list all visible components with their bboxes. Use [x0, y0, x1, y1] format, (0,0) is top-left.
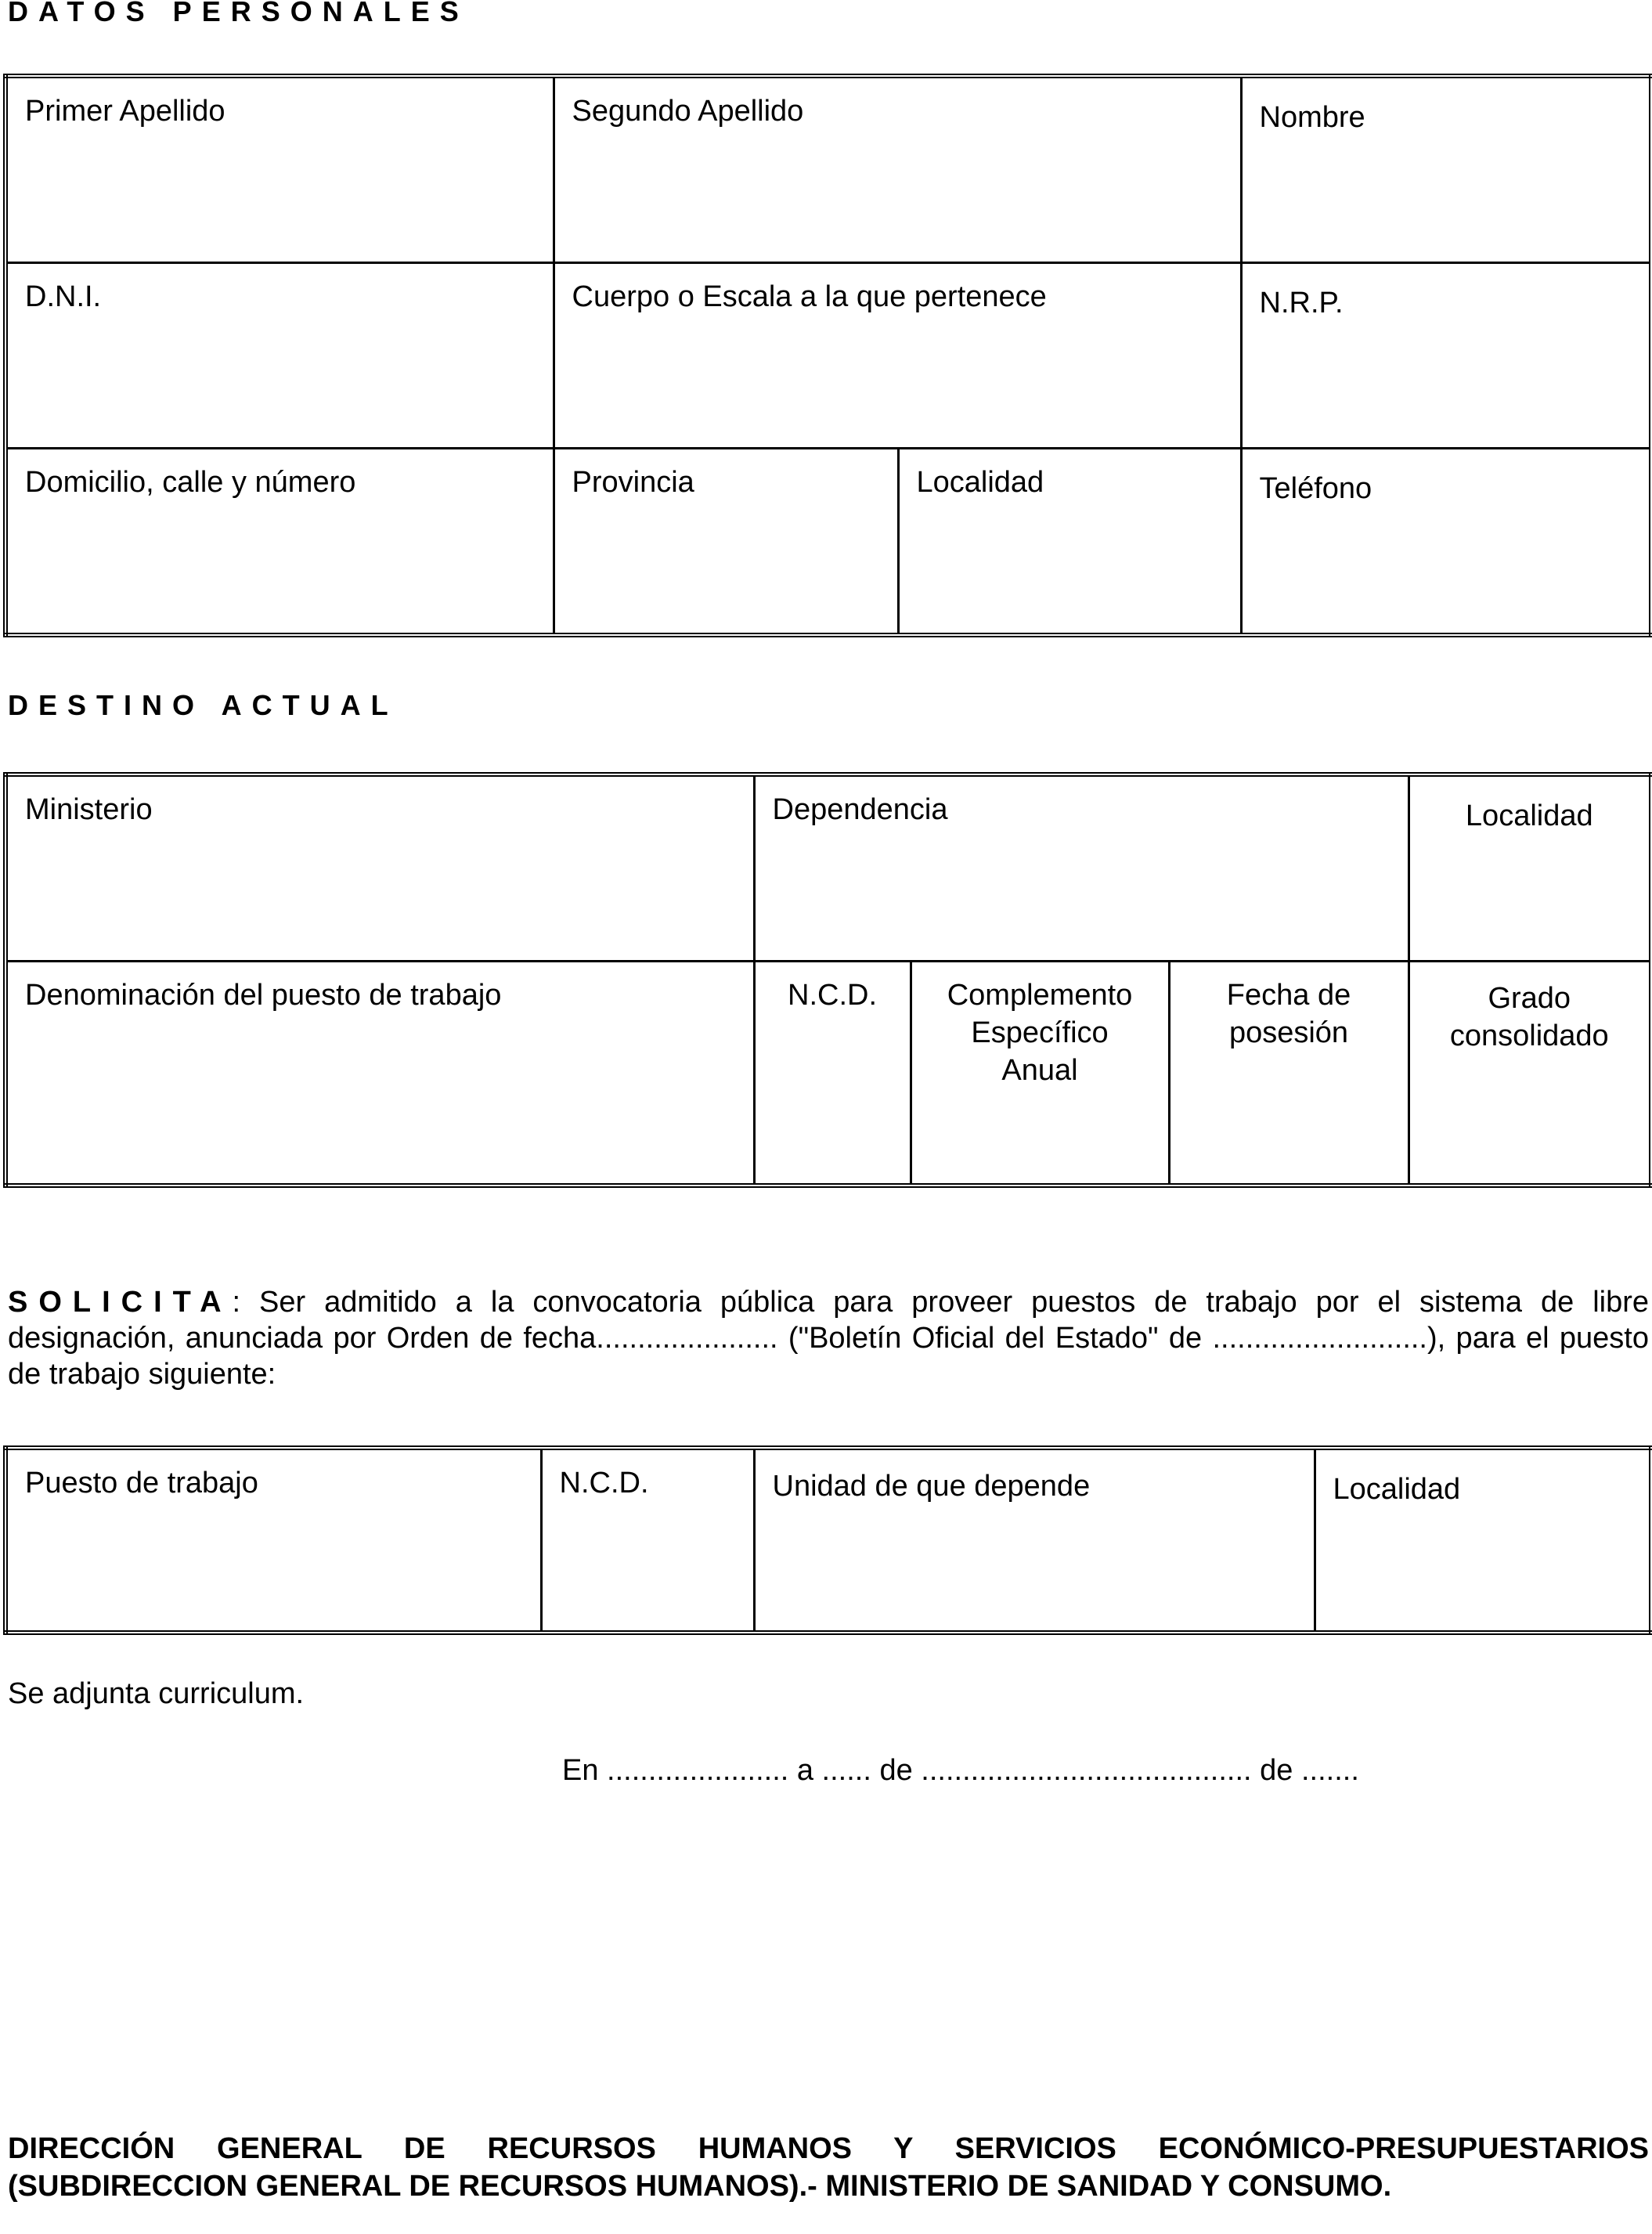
fecha-posesion-field[interactable] — [1169, 962, 1409, 1186]
localidad-field[interactable] — [898, 449, 1241, 636]
cuerpo-escala-field[interactable] — [554, 263, 1241, 449]
domicilio-field[interactable] — [5, 449, 554, 636]
denominacion-label: Denominación del puesto de trabajo — [25, 979, 502, 1012]
table-row — [5, 962, 1651, 1186]
unidad-depende-label: Unidad de que depende — [772, 1470, 1091, 1503]
date-place-line: En ...................... a ...... de ........................................ de ....... — [562, 1754, 1359, 1787]
complemento-field[interactable] — [911, 962, 1169, 1186]
puesto-trabajo-field[interactable] — [5, 1448, 541, 1633]
destino-actual-table — [3, 772, 1652, 1188]
fecha-label-line2: posesión — [1228, 1016, 1349, 1049]
grado-consolidado-field[interactable] — [1409, 962, 1651, 1186]
ncd-actual-label: N.C.D. — [788, 979, 877, 1012]
adjunta-curriculum: Se adjunta curriculum. — [8, 1677, 305, 1710]
footer-issuer — [8, 2130, 1649, 2205]
table-row — [5, 774, 1651, 962]
solicita-label: SOLICITA — [8, 1286, 233, 1319]
table-row — [5, 76, 1651, 263]
localidad-solicitada-field[interactable] — [1315, 1448, 1651, 1633]
complemento-label-line1: Complemento — [947, 979, 1133, 1012]
localidad-solicitada-label: Localidad — [1333, 1473, 1461, 1506]
footer-line2: (SUBDIRECCION GENERAL DE RECURSOS HUMANOS).- MINISTERIO DE SANIDAD Y CONSUMO. — [8, 2170, 1392, 2203]
primer-apellido-label: Primer Apellido — [25, 95, 225, 128]
dni-field[interactable] — [5, 263, 554, 449]
provincia-label: Provincia — [572, 466, 694, 499]
complemento-label-line2: Específico — [971, 1016, 1109, 1049]
telefono-field[interactable] — [1241, 449, 1651, 636]
puesto-solicitado-table — [3, 1445, 1652, 1635]
grado-label-line1: Grado — [1488, 982, 1571, 1015]
table-row — [5, 449, 1651, 636]
table-row — [5, 263, 1651, 449]
ncd-actual-field[interactable] — [754, 962, 911, 1186]
section-title-datos-personales: DATOS PERSONALES — [8, 0, 469, 27]
segundo-apellido-field[interactable] — [554, 76, 1241, 263]
domicilio-label: Domicilio, calle y número — [25, 466, 356, 499]
table-row — [5, 1448, 1651, 1633]
ncd-solicitado-label: N.C.D. — [559, 1467, 649, 1500]
denominacion-field[interactable] — [5, 962, 754, 1186]
nrp-label: N.R.P. — [1259, 287, 1344, 319]
provincia-field[interactable] — [554, 449, 898, 636]
dependencia-label: Dependencia — [772, 793, 948, 826]
section-title-destino-actual: DESTINO ACTUAL — [8, 689, 399, 721]
datos-personales-table — [3, 74, 1652, 637]
grado-label-line2: consolidado — [1449, 1020, 1609, 1052]
fecha-label-line1: Fecha de — [1226, 979, 1351, 1012]
footer-line1: DIRECCIÓN GENERAL DE RECURSOS HUMANOS Y SERVICIOS ECONÓMICO-PRESUPUESTARIOS — [8, 2132, 1649, 2165]
ncd-solicitado-field[interactable] — [541, 1448, 754, 1633]
unidad-depende-field[interactable] — [754, 1448, 1315, 1633]
complemento-label-line3: Anual — [1001, 1054, 1078, 1087]
nrp-field[interactable] — [1241, 263, 1651, 449]
dni-label: D.N.I. — [25, 280, 102, 313]
ministerio-field[interactable] — [5, 774, 754, 962]
ministerio-label: Ministerio — [25, 793, 153, 826]
localidad-actual-field[interactable] — [1409, 774, 1651, 962]
dependencia-field[interactable] — [754, 774, 1409, 962]
segundo-apellido-label: Segundo Apellido — [572, 95, 804, 128]
telefono-label: Teléfono — [1259, 472, 1372, 505]
primer-apellido-field[interactable] — [5, 76, 554, 263]
solicita-text: : Ser admitido a la convocatoria pública para proveer puestos de trabajo por el sistema de libre designación, anunciada por Orden de fecha...................... ("Boletín Oficial del Estado" de ..........................), para el puesto de trabajo siguiente: — [8, 1286, 1649, 1391]
nombre-field[interactable] — [1241, 76, 1651, 263]
puesto-trabajo-label: Puesto de trabajo — [25, 1467, 258, 1500]
localidad-label: Localidad — [916, 466, 1044, 499]
solicita-paragraph — [8, 1284, 1649, 1392]
cuerpo-escala-label: Cuerpo o Escala a la que pertenece — [572, 280, 1047, 313]
localidad-actual-label: Localidad — [1465, 799, 1593, 832]
nombre-label: Nombre — [1259, 101, 1365, 134]
